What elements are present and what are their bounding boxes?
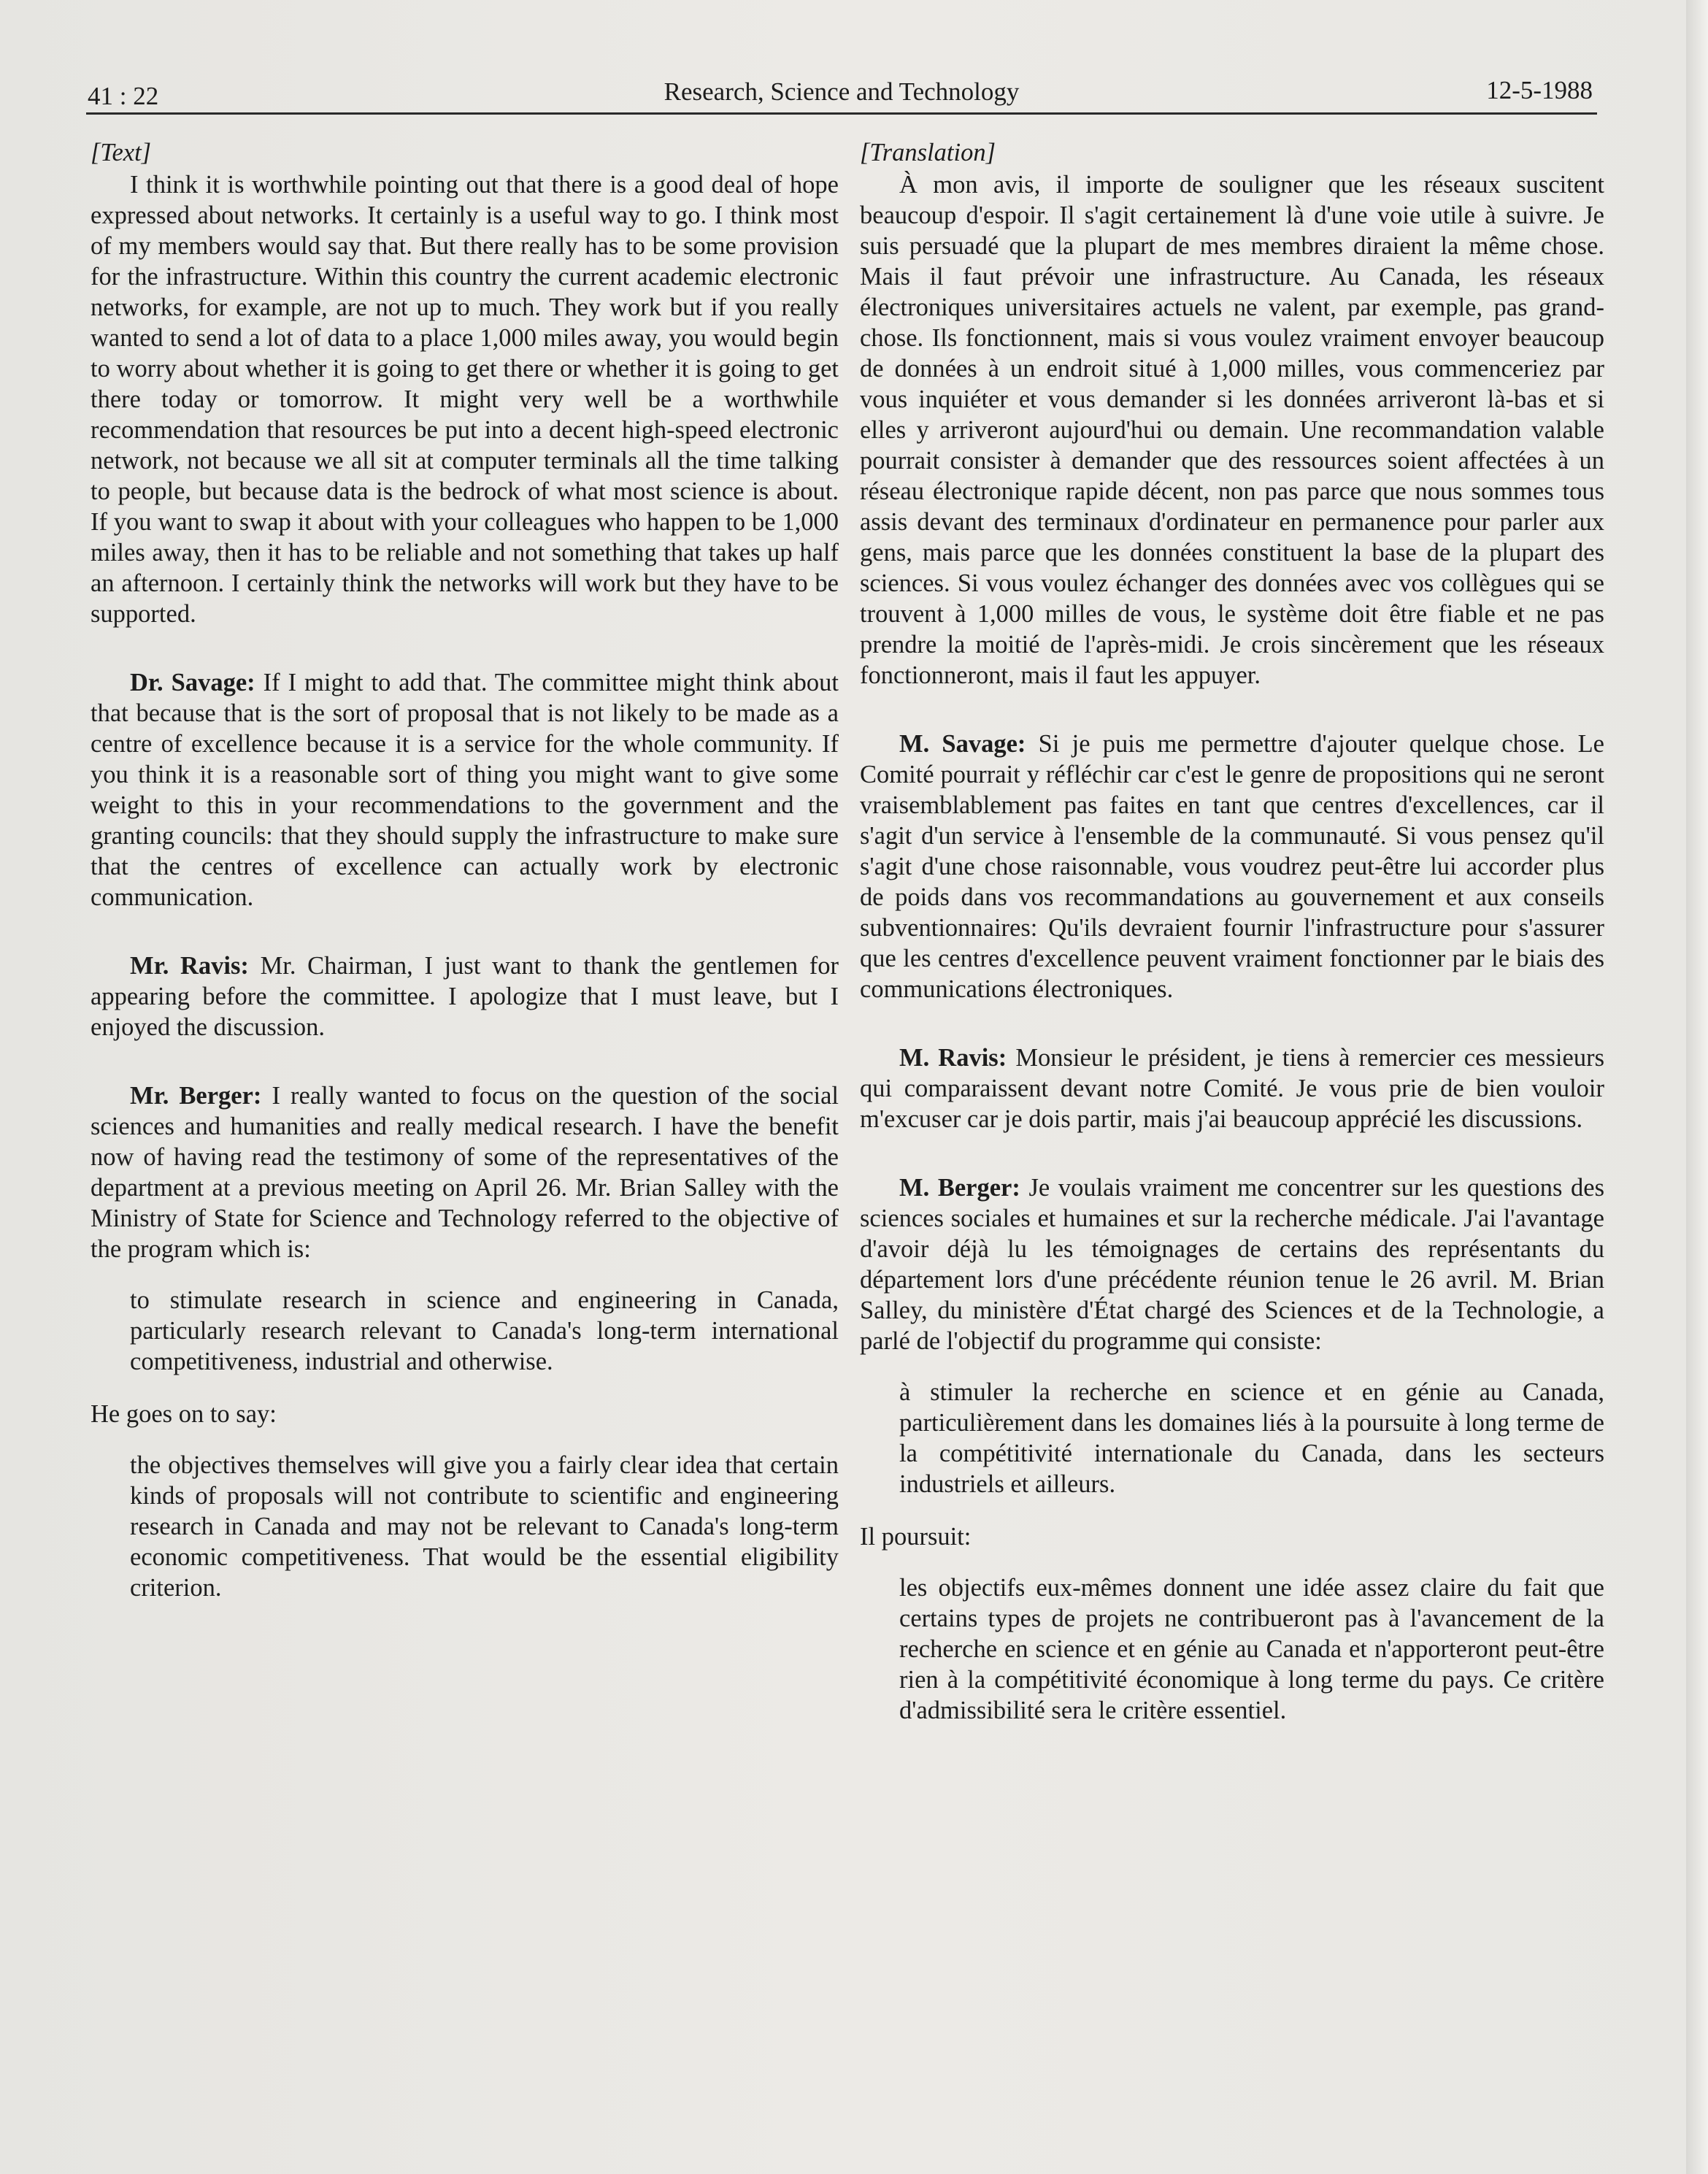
statement-text: Mr. Chairman, I just want to thank the gentlemen for appearing before the committee. I apologize that I must leave, but I enjoyed the discussion. (91, 952, 839, 1041)
opening-paragraph: I think it is worthwhile pointing out that there is a good deal of hope expressed about networks. It certainly is a useful way to go. I think most of my members would say that. But there really has to be some provision for the infrastructure. Within this country the current academic electronic networks, for example, are not up to much. They work but if you really wanted to send a lot of data to a place 1,000 miles away, you would begin to worry about whether it is going to get there or whether it is going to get there today or tomorrow. It might very well be a worthwhile recommendation that resources be put into a decent high-speed electronic network, not because we all sit at computer terminals all the time talking to people, but because data is the bedrock of what most science is about. If you want to swap it about with your colleagues who happen to be 1,000 miles away, then it has to be reliable and not something that takes up half an afternoon. I certainly think the networks will work but they have to be supported. (91, 171, 839, 628)
block-quote: à stimuler la recherche en science et en génie au Canada, particulièrement dans les domaines liés à la poursuite à long terme de la compétitivité internationale du Canada, dans les secteurs industriels et ailleurs. (899, 1378, 1604, 1498)
running-header (86, 76, 1597, 115)
header-date: 12-5-1988 (1486, 76, 1593, 104)
statement-text: Si je puis me permettre d'ajouter quelque chose. Le Comité pourrait y réfléchir car c'est le genre de propositions qui ne seront vraisemblablement pas faites en tant que centres d'excellences, car il s'agit d'un service à l'ensemble de la communauté. Si vous pensez qu'il s'agit d'une chose raisonnable, vous voudrez peut-être lui accorder plus de poids dans vos recommandations au gouvernement et aux conseils subventionnaires: Qu'ils devraient fournir l'infrastructure pour s'assurer que les centres d'excellence peuvent vraiment fonctionner par le biais des communications électroniques. (860, 730, 1604, 1003)
statement-text: If I might to add that. The committee might think about that because that is the sort of proposal that is not likely to be made as a centre of excellence because it is a service for the whole community. If you think it is a reasonable sort of thing you might want to give some weight to this in your recommendations to the government and the granting councils: that they should supply the infrastructure to make sure that the centres of excellence can actually work by electronic communication. (91, 669, 839, 911)
english-column (91, 137, 839, 1603)
opening-paragraph: À mon avis, il importe de souligner que les réseaux suscitent beaucoup d'espoir. Il s'agit certainement là d'une voie utile à suivre. Je suis persuadé que la plupart de mes membres diraient la même chose. Mais il faut prévoir une infrastructure. Au Canada, les réseaux électroniques universitaires actuels ne valent, par exemple, pas grand-chose. Ils fonctionnent, mais si vous voulez vraiment envoyer beaucoup de données à un endroit situé à 1,000 milles, vous commenceriez par vous inquiéter et vous demander si les données arriveront là-bas et si elles y arriveront aujourd'hui ou demain. Une recommandation valable pourrait consister à demander que des ressources soient affectées à un réseau électronique rapide décent, non pas parce que nous sommes tous assis devant des terminaux d'ordinateur en permanence pour parler aux gens, mais parce que les données constituent la base de la plupart des sciences. Si vous voulez échanger des données avec vos collègues qui se trouvent à 1,000 milles de vous, le système doit être fiable et ne pas prendre la moitié de l'après-midi. Je crois sincèrement que les réseaux fonctionneront, mais il faut les appuyer. (860, 171, 1604, 689)
berger-statement (91, 1080, 839, 1264)
speaker-name: Mr. Ravis: (130, 952, 249, 980)
block-quote: to stimulate research in science and engineering in Canada, particularly research relevant to Canada's long-term international competitiveness, industrial and otherwise. (130, 1286, 839, 1375)
speaker-name: M. Ravis: (899, 1044, 1007, 1072)
speaker-name: Mr. Berger: (130, 1082, 262, 1110)
header-title: Research, Science and Technology (663, 77, 1020, 106)
block-quote: les objectifs eux-mêmes donnent une idée assez claire du fait que certains types de projets ne contribueront pas à l'avancement de la recherche en science et en génie au Canada et n'apporteront peut-être rien à la compétitivité économique à long terme du pays. Ce critère d'admissibilité sera le critère essentiel. (899, 1574, 1604, 1724)
speaker-name: M. Berger: (899, 1174, 1020, 1202)
berger-statement (860, 1172, 1604, 1356)
translation-tag: [Translation] (860, 139, 996, 166)
ravis-statement (91, 950, 839, 1042)
savage-statement (860, 729, 1604, 1005)
speaker-name: M. Savage: (899, 730, 1026, 758)
statement-text: I really wanted to focus on the question of the social sciences and humanities and really medical research. I have the benefit now of having read the testimony of some of the representatives of the department at a previous meeting on April 26. Mr. Brian Salley with the Ministry of State for Science and Technology referred to the objective of the program which is: (91, 1082, 839, 1263)
page-number: 41 : 22 (88, 82, 159, 110)
page-binding-edge (1686, 0, 1708, 2174)
statement-text: Monsieur le président, je tiens à remercier ces messieurs qui comparaissent devant notre Comité. Je vous prie de bien vouloir m'excuser car je dois partir, mais j'ai beaucoup apprécié les discussions. (860, 1044, 1604, 1133)
lead-in-line: Il poursuit: (860, 1523, 972, 1551)
lead-in-line: He goes on to say: (91, 1400, 277, 1428)
block-quote: the objectives themselves will give you a fairly clear idea that certain kinds of proposals will not contribute to scientific and engineering research in Canada and may not be relevant to Canada's long-term economic competitiveness. That would be the essential eligibility criterion. (130, 1451, 839, 1602)
ravis-statement (860, 1042, 1604, 1134)
statement-text: Je voulais vraiment me concentrer sur les questions des sciences sociales et humaines et sur la recherche médicale. J'ai l'avantage d'avoir déjà lu les témoignages de certains des représentants du département lors d'une précédente réunion tenue le 26 avril. M. Brian Salley, du ministère d'État chargé des Sciences et de la Technologie, a parlé de l'objectif du programme qui consiste: (860, 1174, 1604, 1355)
savage-statement (91, 667, 839, 913)
text-tag: [Text] (91, 139, 152, 166)
speaker-name: Dr. Savage: (130, 669, 255, 696)
french-column (860, 137, 1604, 1726)
